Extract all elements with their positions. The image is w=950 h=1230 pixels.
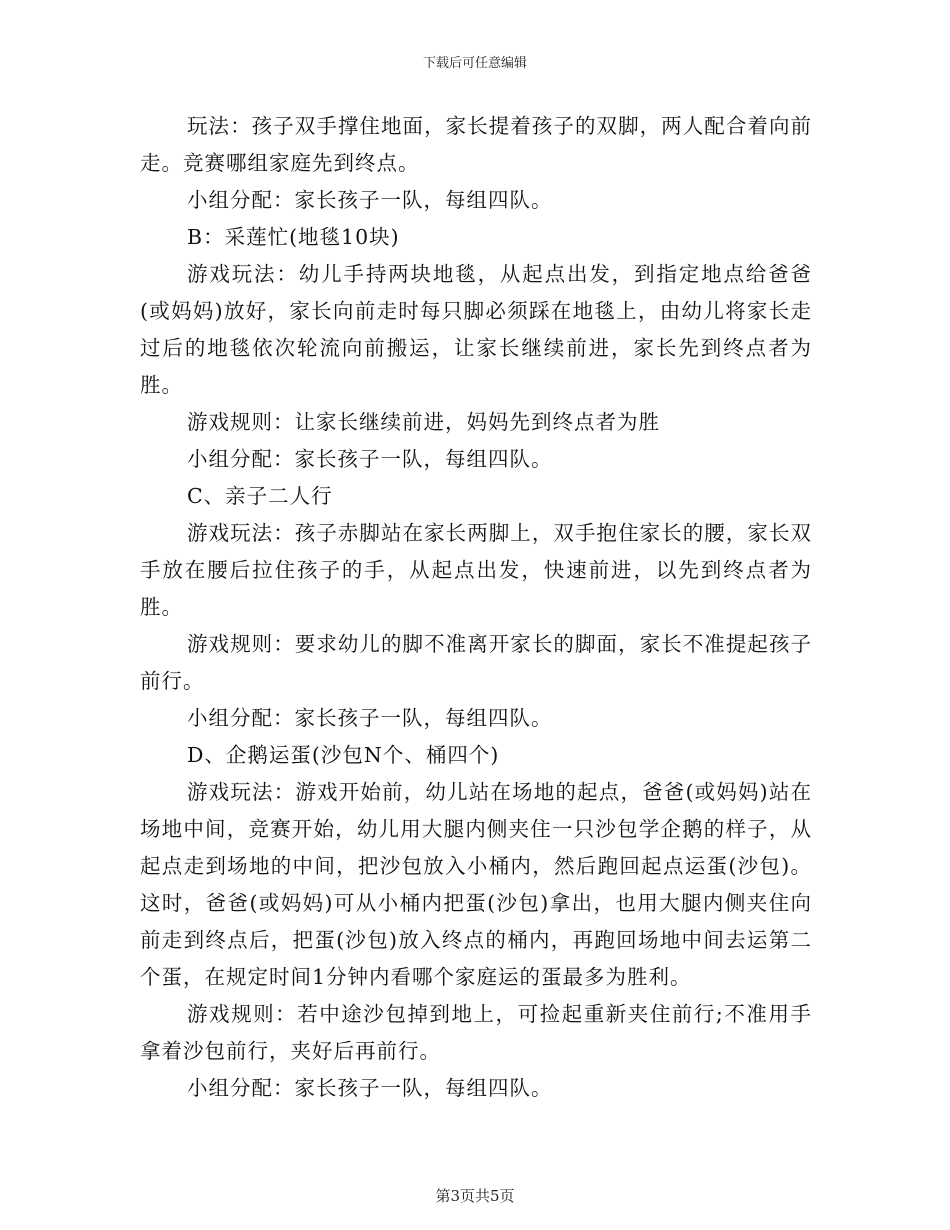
- paragraph: 游戏玩法：幼儿手持两块地毯，从起点出发，到指定地点给爸爸(或妈妈)放好，家长向前走时每只脚必须踩在地毯上，由幼儿将家长走过后的地毯依次轮流向前搬运，让家长继续前进，家长先到终点者为胜。: [140, 262, 812, 397]
- paragraph: 游戏玩法：孩子赤脚站在家长两脚上，双手抱住家长的腰，家长双手放在腰后拉住孩子的手，从起点出发，快速前进，以先到终点者为胜。: [140, 521, 812, 619]
- page-footer: 第3页共5页: [435, 1187, 515, 1205]
- paragraph: 玩法：孩子双手撑住地面，家长提着孩子的双脚，两人配合着向前走。竞赛哪组家庭先到终点。: [140, 114, 812, 175]
- paragraph: 小组分配：家长孩子一队，每组四队。: [187, 447, 553, 471]
- section-heading: D、企鹅运蛋(沙包N个、桶四个): [187, 743, 500, 767]
- paragraph: 游戏规则：若中途沙包掉到地上，可捡起重新夹住前行;不准用手拿着沙包前行，夹好后再前行。: [140, 1002, 812, 1063]
- section-heading: B：采莲忙(地毯10块): [187, 225, 400, 249]
- page-header: 下载后可任意编辑: [422, 56, 527, 71]
- section-heading: C、亲子二人行: [187, 484, 333, 508]
- paragraph: 游戏规则：要求幼儿的脚不准离开家长的脚面，家长不准提起孩子前行。: [140, 632, 812, 693]
- paragraph: 游戏规则：让家长继续前进，妈妈先到终点者为胜: [187, 410, 660, 434]
- paragraph: 游戏玩法：游戏开始前，幼儿站在场地的起点，爸爸(或妈妈)站在场地中间，竞赛开始，幼儿用大腿内侧夹住一只沙包学企鹅的样子，从起点走到场地的中间，把沙包放入小桶内，然后跑回起点运蛋(沙包)。这时，爸爸(或妈妈)可从小桶内把蛋(沙包)拿出，也用大腿内侧夹住向前走到终点后，把蛋(沙包)放入终点的桶内，再跑回场地中间去运第二个蛋，在规定时间1分钟内看哪个家庭运的蛋最多为胜利。: [140, 780, 812, 989]
- paragraph: 小组分配：家长孩子一队，每组四队。: [187, 1076, 553, 1100]
- paragraph: 小组分配：家长孩子一队，每组四队。: [187, 706, 553, 730]
- paragraph: 小组分配：家长孩子一队，每组四队。: [187, 188, 553, 212]
- document-body: [140, 108, 812, 1107]
